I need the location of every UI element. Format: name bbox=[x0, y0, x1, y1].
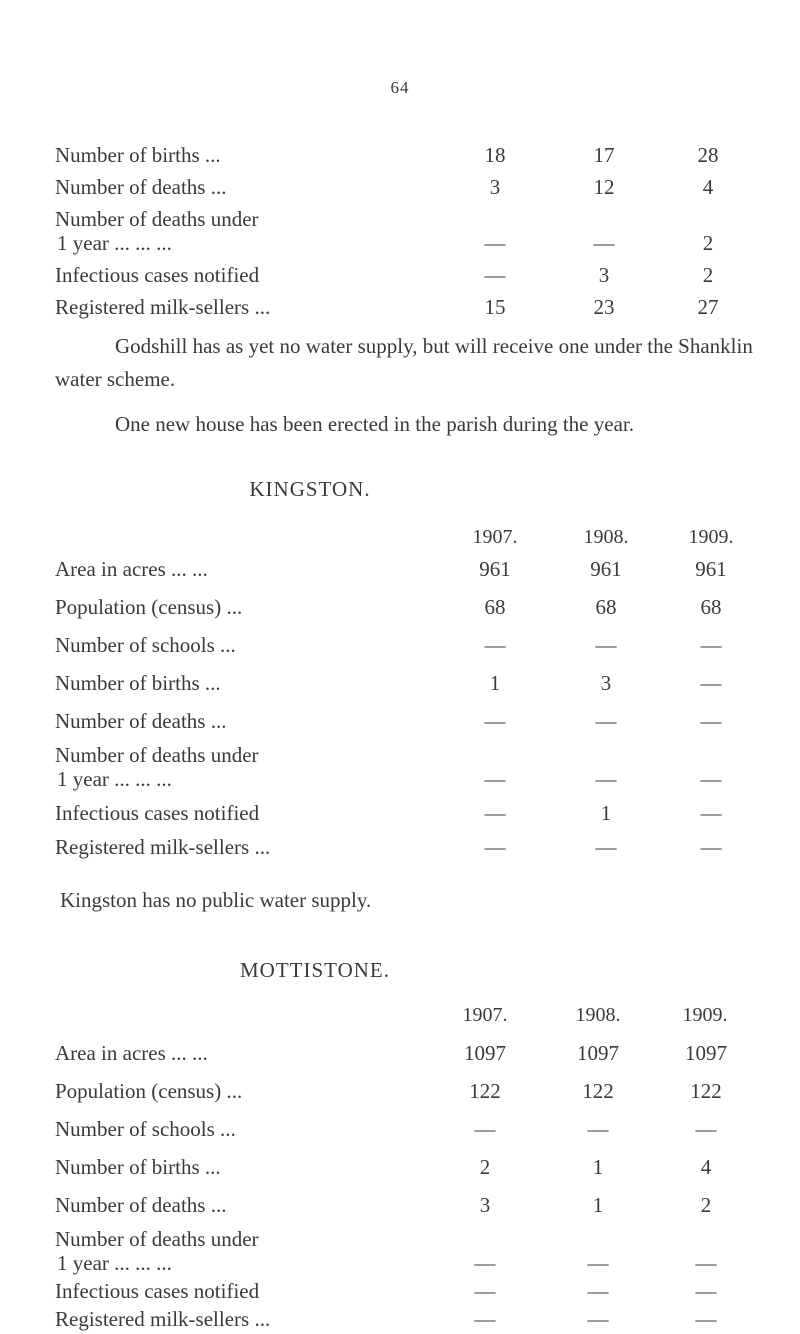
row-label: Registered milk-sellers ... bbox=[55, 835, 271, 859]
value-1908: 3 bbox=[598, 263, 610, 287]
value-1909: 2 bbox=[700, 1193, 712, 1217]
value-1908: 1 bbox=[592, 1193, 604, 1217]
value-1908: — bbox=[595, 767, 617, 791]
value-1909: — bbox=[695, 1251, 717, 1275]
kingston-water-note: Kingston has no public water supply. bbox=[60, 888, 372, 912]
row-label: Population (census) ... bbox=[55, 595, 243, 619]
value-1909: 122 bbox=[690, 1079, 722, 1103]
value-1908: — bbox=[595, 709, 617, 733]
row-label: Number of deaths ... bbox=[55, 1193, 227, 1217]
year-header-1908: 1908. bbox=[575, 1004, 621, 1026]
row-label: Number of births ... bbox=[55, 1155, 221, 1179]
value-1909: — bbox=[695, 1279, 717, 1303]
value-1908: 1 bbox=[600, 801, 612, 825]
value-1908: 12 bbox=[593, 175, 615, 199]
table-row bbox=[55, 1278, 755, 1304]
value-1908: 17 bbox=[593, 143, 615, 167]
value-1907: — bbox=[474, 1251, 496, 1275]
table-row bbox=[55, 1226, 755, 1252]
year-header-1907: 1907. bbox=[462, 1004, 508, 1026]
row-label: Registered milk-sellers ... bbox=[55, 1307, 271, 1331]
value-1907: — bbox=[484, 633, 506, 657]
value-1908: 68 bbox=[595, 595, 617, 619]
table-row bbox=[55, 230, 755, 256]
value-1908: 1097 bbox=[577, 1041, 619, 1065]
table-row bbox=[55, 1078, 755, 1104]
value-1909: 2 bbox=[702, 231, 714, 255]
value-1909: — bbox=[695, 1117, 717, 1141]
year-header-1909: 1909. bbox=[682, 1004, 728, 1026]
value-1907: 961 bbox=[479, 557, 511, 581]
table-row bbox=[55, 1040, 755, 1066]
table-row bbox=[55, 556, 755, 582]
godshill-water-paragraph: Godshill has as yet no water supply, but will receive one under the Shanklin water scheme. bbox=[55, 334, 753, 391]
value-1908: 1 bbox=[592, 1155, 604, 1179]
value-1908: — bbox=[595, 633, 617, 657]
value-1908: 961 bbox=[590, 557, 622, 581]
row-label: Number of deaths under bbox=[55, 207, 259, 231]
value-1907: 1 bbox=[489, 671, 501, 695]
row-label: Number of schools ... bbox=[55, 1117, 236, 1141]
row-label: Number of births ... bbox=[55, 671, 221, 695]
table-row bbox=[55, 1192, 755, 1218]
table-row bbox=[55, 1250, 755, 1276]
row-label: Number of deaths under bbox=[55, 743, 259, 767]
value-1909: — bbox=[700, 633, 722, 657]
value-1909: — bbox=[700, 767, 722, 791]
value-1907: — bbox=[474, 1117, 496, 1141]
row-label: Registered milk-sellers ... bbox=[55, 295, 271, 319]
value-1907: 3 bbox=[489, 175, 501, 199]
row-label: Number of deaths ... bbox=[55, 709, 227, 733]
value-1907: 2 bbox=[479, 1155, 491, 1179]
row-label: Infectious cases notified bbox=[55, 263, 260, 287]
value-1908: — bbox=[595, 835, 617, 859]
value-1908: 23 bbox=[593, 295, 615, 319]
table-row bbox=[55, 742, 755, 768]
table-row bbox=[55, 1154, 755, 1180]
row-label: Number of births ... bbox=[55, 143, 221, 167]
row-label: Area in acres ... ... bbox=[55, 557, 208, 581]
value-1907: — bbox=[474, 1307, 496, 1331]
value-1907: — bbox=[484, 835, 506, 859]
value-1908: — bbox=[587, 1279, 609, 1303]
value-1907: 18 bbox=[484, 143, 506, 167]
value-1908: — bbox=[587, 1251, 609, 1275]
value-1908: — bbox=[587, 1117, 609, 1141]
table-row bbox=[55, 800, 755, 826]
value-1907: — bbox=[484, 263, 506, 287]
value-1909: 2 bbox=[702, 263, 714, 287]
value-1909: — bbox=[695, 1307, 717, 1331]
value-1907: 68 bbox=[484, 595, 506, 619]
value-1907: 1097 bbox=[464, 1041, 506, 1065]
value-1908: — bbox=[593, 231, 615, 255]
value-1909: — bbox=[700, 801, 722, 825]
value-1909: 27 bbox=[697, 295, 719, 319]
year-header-1908: 1908. bbox=[583, 526, 629, 548]
row-label-continued: 1 year ... ... ... bbox=[57, 1251, 172, 1275]
value-1907: 3 bbox=[479, 1193, 491, 1217]
kingston-heading: KINGSTON. bbox=[249, 477, 371, 501]
row-label: Population (census) ... bbox=[55, 1079, 243, 1103]
year-header-1907: 1907. bbox=[472, 526, 518, 548]
table-row bbox=[55, 766, 755, 792]
value-1908: 122 bbox=[582, 1079, 614, 1103]
value-1909: — bbox=[700, 671, 722, 695]
table-row bbox=[55, 1306, 755, 1332]
value-1908: — bbox=[587, 1307, 609, 1331]
value-1907: — bbox=[484, 709, 506, 733]
mottistone-heading: MOTTISTONE. bbox=[239, 958, 391, 982]
table-row bbox=[55, 632, 755, 658]
value-1909: 28 bbox=[697, 143, 719, 167]
row-label-continued: 1 year ... ... ... bbox=[57, 231, 172, 255]
value-1907: — bbox=[484, 801, 506, 825]
table-row bbox=[55, 174, 755, 200]
table-row bbox=[55, 206, 755, 232]
value-1909: 1097 bbox=[685, 1041, 727, 1065]
row-label: Number of deaths under bbox=[55, 1227, 259, 1251]
row-label: Infectious cases notified bbox=[55, 1279, 260, 1303]
value-1907: — bbox=[484, 231, 506, 255]
value-1909: — bbox=[700, 709, 722, 733]
value-1907: — bbox=[474, 1279, 496, 1303]
row-label-continued: 1 year ... ... ... bbox=[57, 767, 172, 791]
table-row bbox=[55, 1116, 755, 1142]
value-1908: 3 bbox=[600, 671, 612, 695]
godshill-house-paragraph: One new house has been erected in the parish during the year. bbox=[115, 412, 634, 436]
value-1909: 961 bbox=[695, 557, 727, 581]
table-row bbox=[55, 708, 755, 734]
row-label: Area in acres ... ... bbox=[55, 1041, 208, 1065]
page-number: 64 bbox=[390, 78, 410, 97]
table-row bbox=[55, 142, 755, 168]
year-header-1909: 1909. bbox=[688, 526, 734, 548]
value-1909: 4 bbox=[702, 175, 714, 199]
value-1909: — bbox=[700, 835, 722, 859]
value-1907: 15 bbox=[484, 295, 506, 319]
row-label: Number of schools ... bbox=[55, 633, 236, 657]
value-1909: 4 bbox=[700, 1155, 712, 1179]
value-1909: 68 bbox=[700, 595, 722, 619]
table-row bbox=[55, 594, 755, 620]
table-row bbox=[55, 294, 755, 320]
row-label: Number of deaths ... bbox=[55, 175, 227, 199]
table-row bbox=[55, 262, 755, 288]
table-row bbox=[55, 670, 755, 696]
row-label: Infectious cases notified bbox=[55, 801, 260, 825]
value-1907: 122 bbox=[469, 1079, 501, 1103]
value-1907: — bbox=[484, 767, 506, 791]
table-row bbox=[55, 834, 755, 860]
